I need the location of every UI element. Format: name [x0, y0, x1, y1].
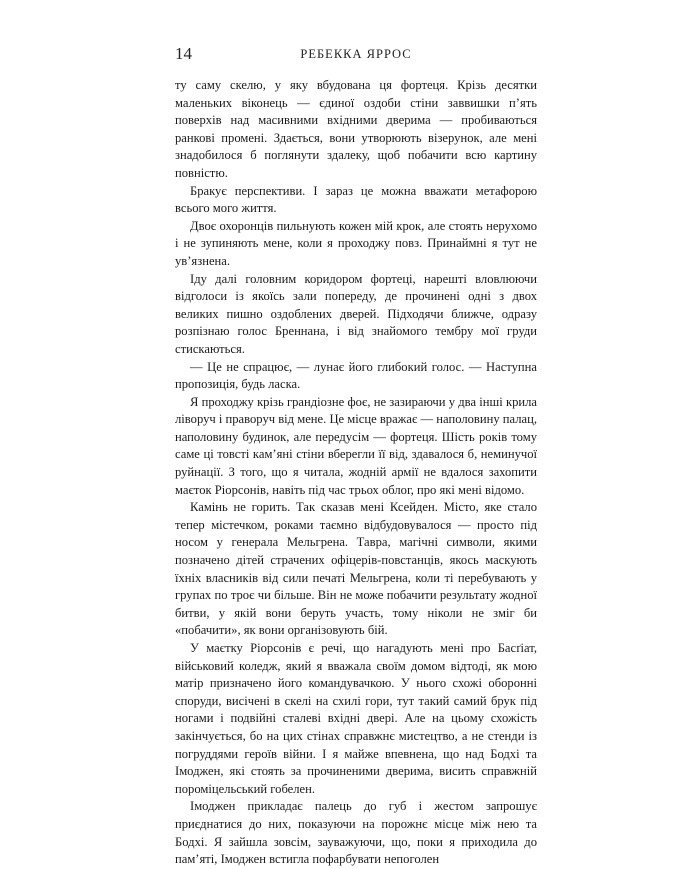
running-head-author: РЕБЕККА ЯРРОС [300, 47, 412, 61]
paragraph: Камінь не горить. Так сказав мені Ксейден. Місто, яке стало тепер містечком, роками таємно відбудовувалося — просто під носом у генерала Мельгрена. Тавра, магічні символи, якими позначено дітей страчених офіцерів-повстанців, якось маскують їхніх власників від сили печаті Мельгрена, коли ті перебувають у групах по троє чи більше. Він не може побачити результату жодної битви, у якій вони беруть участь, тому ніколи не зміг би «побачити», як вони організовують бій. [175, 500, 537, 638]
page-header [175, 44, 537, 68]
paragraph: ту саму скелю, у яку вбудована ця фортеця. Крізь десятки маленьких віконець — єдиної оздоби стіни заввишки п’ять поверхів над масивними вхідними дверима — пробиваються ранкові промені. Здається, вони утворюють візерунок, але мені знадобилося б поглянути здалеку, щоб побачити всю картину повністю. [175, 78, 537, 180]
paragraph: Двоє охоронців пильнують кожен мій крок, але стоять нерухомо і не зупиняють мене, коли я проходжу повз. Принаймні я тут не ув’язнена. [175, 218, 537, 268]
paragraph: У маєтку Ріорсонів є речі, що нагадують мені про Басґіат, військовий коледж, який я вважала своїм домом відтоді, як мою матір призначено його командувачкою. У нього схожі оборонні споруди, висічені в скелі на схилі гори, тут такий самий брук під ногами і подвійні сталеві вхідні двері. Але на цьому схожість закінчується, бо на цих стінах справжнє мистецтво, а не стенди із погруддями героїв війни. І я майже впевнена, що над Бодхі та Імоджен, які стоять за прочиненими дверима, висить справжній пороміцельський гобелен. [175, 641, 537, 796]
paragraph: Іду далі головним коридором фортеці, нарешті вловлюючи відголоси із якоїсь зали попереду, де прочинені одні з двох великих пишно оздоблених дверей. Підходячи ближче, одразу розпізнаю голос Бреннана, і від знайомого тембру мої груди стискаються. [175, 271, 537, 356]
paragraph: — Це не спрацює, — лунає його глибокий голос. — Наступна пропозиція, будь ласка. [175, 359, 537, 392]
body-text [175, 77, 537, 869]
paragraph: Я проходжу крізь грандіозне фоє, не зазираючи у два інші крила ліворуч і праворуч від мене. Це місце вражає — наполовину палац, наполовину будинок, але передусім — фортеця. Шість років тому саме ці товсті кам’яні стіни вберегли її від, здавалося б, неминучої руйнації. З того, що я читала, жодній армії не вдалося захопити маєток Ріорсонів, навіть під час трьох облог, про які мені відомо. [175, 394, 537, 497]
page-number: 14 [175, 44, 192, 63]
paragraph: Бракує перспективи. І зараз це можна вважати метафорою всього мого життя. [175, 183, 537, 216]
paragraph: Імоджен прикладає палець до губ і жестом запрошує приєднатися до них, показуючи на порожнє місце між нею та Бодхі. Я зайшла зовсім, зауважуючи, що, поки я приходила до пам’яті, Імоджен встигла пофарбувати непоголен [175, 799, 537, 867]
